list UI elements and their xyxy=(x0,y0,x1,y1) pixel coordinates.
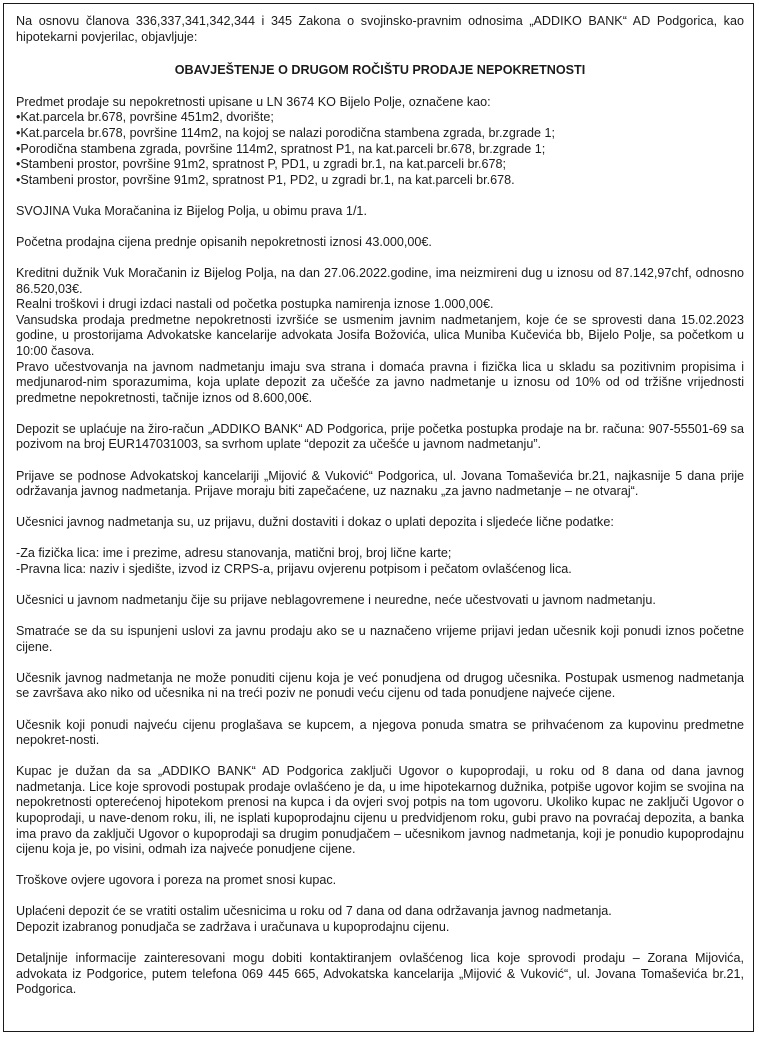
debt-block xyxy=(16,266,744,406)
contract-paragraph: Kupac je dužan da sa „ADDIKO BANK“ AD Podgorica zaključi Ugovor o kupoprodaji, u roku od 8 dana od dana javnog nadmetanja. Lice koje sprovodi postupak prodaje ovlašćeno je da, u ime hipotekarnog dužnika, potpiše ugovor kojim se svojina na nepokretnosti opterećenoj hipotekom prenosi na kupca i da ovjeri svoj potpis na tom ugovoru. Ukoliko kupac ne zaključi Ugovor o kupoprodaji, u nave-denom roku, ili, ne isplati kupoprodajnu cijenu u predvidjenom roku, gubi pravo na povraćaj depozita, a banka ima pravo da zaključi Ugovor o kupoprodaji sa drugim ponudjačem – učesnikom javnog nadmetanja, koji je ponudio kupoprodajnu cijenu koja je, po visini, odmah iza najveće ponudjene cijene. xyxy=(16,764,744,857)
applications-paragraph: Prijave se podnose Advokatskoj kancelariji „Mijović & Vuković“ Podgorica, ul. Jovana Tomaševića br.21, najkasnije 5 dana prije održavanja javnog nadmetanja. Prijave moraju biti zapečaćene, uz naznaku „za javno nadmetanje – ne otvaraj“. xyxy=(16,468,744,499)
intro-paragraph: Na osnovu članova 336,337,341,342,344 i 345 Zakona o svojinsko-pravnim odnosima „ADDIKO BANK“ AD Podgorica, kao hipotekarni povjerilac, objavljuje: xyxy=(16,14,744,44)
eligibility-paragraph: Pravo učestvovanja na javnom nadmetanju imaju sva strana i domaća pravna i fizička lica u skladu sa pozitivnim propisima i medjunarod-nim sporazumima, koja uplate depozit za učešće za javno nadmetanje u iznosu od 10% od od tržišne vrijednosti predmetne nepokretnosti, tačnije iznos od 8.600,00€. xyxy=(16,359,744,405)
subject-item: •Stambeni prostor, površine 91m2, spratnost P1, PD2, u zgradi br.1, na kat.parceli br.678. xyxy=(16,172,515,187)
refund-paragraph: Uplaćeni depozit će se vratiti ostalim učesnicima u roku od 7 dana od dana održavanja javnog nadmetanja. xyxy=(16,904,612,919)
bidding-paragraph: Učesnik javnog nadmetanja ne može ponuditi cijenu koja je već ponudjena od drugog učesnika. Postupak usmenog nadmetanja se završava ako niko od učesnika ni na treći poziv ne ponudi veću cijenu od tada ponudjene najveće cijene. xyxy=(16,670,744,701)
participants-item: -Za fizička lica: ime i prezime, adresu stanovanja, matični broj, broj lične karte; xyxy=(16,546,452,561)
subject-item: •Stambeni prostor, površine 91m2, spratnost P, PD1, u zgradi br.1, na kat.parceli br.678; xyxy=(16,157,507,172)
notice-body xyxy=(16,14,744,998)
refund-block xyxy=(16,904,744,935)
deposit-paragraph: Depozit se uplaćuje na žiro-račun „ADDIKO BANK“ AD Podgorica, prije početka postupka prodaje na br. računa: 907-55501-69 sa pozivom na broj EUR147031003, sa svrhom uplate “depozit za učešće u javnom nadmetanju”. xyxy=(16,421,744,452)
participants-list xyxy=(16,546,744,577)
contact-paragraph: Detaljnije informacije zainteresovani mogu dobiti kontaktiranjem ovlašćenog lica koje sprovodi prodaju – Zorana Mijovića, advokata iz Podgorice, putem telefona 069 445 665, Advokatska kancelarija „Mijović & Vuković“, ul. Jovana Tomaševića br.21, Podgorica. xyxy=(16,951,744,997)
subject-item: •Porodična stambena zgrada, površine 114m2, spratnost P1, na kat.parceli br.678, br.zgrade 1; xyxy=(16,141,546,156)
late-applications-paragraph: Učesnici u javnom nadmetanju čije su prijave neblagovremene i neuredne, neće učestvovati u javnom nadmetanju. xyxy=(16,593,656,608)
costs-incurred-paragraph: Realni troškovi i drugi izdaci nastali od početka postupka namirenja iznose 1.000,00€. xyxy=(16,297,494,312)
debt-paragraph: Kreditni dužnik Vuk Moračanin iz Bijelog Polja, na dan 27.06.2022.godine, ima neizmireni dug u iznosu od 87.142,97chf, odnosno 86.520,03€. xyxy=(16,266,744,296)
subject-paragraph xyxy=(16,95,744,189)
subject-item: •Kat.parcela br.678, površine 451m2, dvorište; xyxy=(16,110,274,125)
participants-item: -Pravna lica: naziv i sjedište, izvod iz CRPS-a, prijavu ovjerenu potpisom i pečatom ovlašćenog lica. xyxy=(16,561,572,576)
retained-deposit-paragraph: Depozit izabranog ponudjača se zadržava i uračunava u kupoprodajnu cijenu. xyxy=(16,919,450,934)
notice-title: OBAVJEŠTENJE O DRUGOM ROČIŠTU PRODAJE NEPOKRETNOSTI xyxy=(174,63,586,78)
notice-frame xyxy=(3,3,754,1032)
conditions-paragraph: Smatraće se da su ispunjeni uslovi za javnu prodaju ako se u naznačeno vrijeme prijavi jedan učesnik koji ponudi iznos početne cijene. xyxy=(16,624,744,654)
ownership-paragraph: SVOJINA Vuka Moračanina iz Bijelog Polja, u obimu prava 1/1. xyxy=(16,203,367,218)
participants-lead: Učesnici javnog nadmetanja su, uz prijavu, dužni dostaviti i dokaz o uplati depozita i sljedeće lične podatke: xyxy=(16,515,614,530)
price-paragraph: Početna prodajna cijena prednje opisanih nepokretnosti iznosi 43.000,00€. xyxy=(16,234,432,249)
auction-paragraph: Vansudska prodaja predmetne nepokretnosti izvršiće se usmenim javnim nadmetanjem, koje će se sprovesti dana 15.02.2023 godine, u prostorijama Advokatske kancelarije advokata Josifa Božovića, ulica Muniba Kučevića bb, Bijelo Polje, sa početkom u 10:00 časova. xyxy=(16,312,744,358)
subject-item: •Kat.parcela br.678, površine 114m2, na kojoj se nalazi porodična stambena zgrada, br.zgrade 1; xyxy=(16,125,556,140)
subject-lead: Predmet prodaje su nepokretnosti upisane u LN 3674 KO Bijelo Polje, označene kao: xyxy=(16,94,491,109)
costs-paragraph: Troškove ovjere ugovora i poreza na promet snosi kupac. xyxy=(16,873,337,888)
winner-paragraph: Učesnik koji ponudi najveću cijenu proglašava se kupcem, a njegova ponuda smatra se prihvaćenom za kupovinu predmetne nepokret-nosti. xyxy=(16,717,744,748)
